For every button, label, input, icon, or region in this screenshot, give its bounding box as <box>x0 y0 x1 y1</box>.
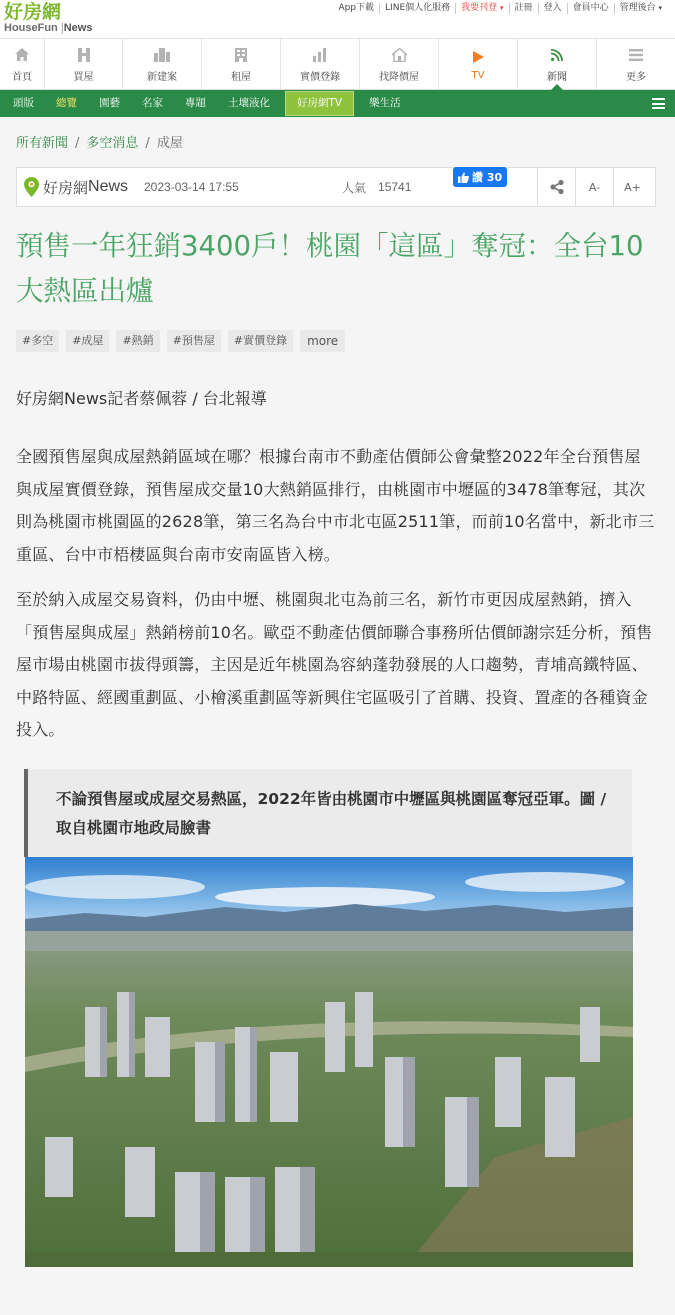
aerial-city-photo <box>25 857 633 1267</box>
housefun-logo[interactable] <box>4 3 92 34</box>
nav-price-drop[interactable] <box>360 39 439 89</box>
article-author: 好房網News記者蔡佩蓉 / 台北報導 <box>16 389 267 408</box>
nav-tv-label: TV <box>471 69 485 81</box>
article-content <box>0 132 675 1267</box>
views-number: 15741 <box>378 180 412 194</box>
nav-rent-label: 租屋 <box>231 71 251 83</box>
subnav-gardening[interactable]: 園藝 <box>99 97 120 109</box>
breadcrumb-sep: / <box>75 136 80 151</box>
app-download-link[interactable]: App下載 <box>338 3 375 13</box>
nav-news-label: 新聞 <box>547 71 567 83</box>
menu-icon <box>627 46 645 64</box>
hamburger-menu-icon[interactable] <box>652 98 665 109</box>
nav-home-label: 首頁 <box>12 71 32 83</box>
breadcrumb-all-news[interactable]: 所有新聞 <box>16 136 69 151</box>
tag-bull-bear[interactable]: #多空 <box>16 330 59 352</box>
article-paragraph: 至於納入成屋交易資料，仍由中壢、桃園與北屯為前三名，新竹市更因成屋熱銷，擠入「預售屋與成屋」熱銷榜前10名。歐亞不動產估價師聯合事務所估價師謝宗廷分析，預售屋市場由桃園市拔得頭籌，主因是近年桃園為容納蓬勃發展的人口趨勢，青埔高鐵特區、中路特區、經國重劃區、小檜溪重劃區等新興住宅區吸引了首購、投資、置產的各種資金投入。 <box>16 590 653 739</box>
breadcrumb-sep: / <box>145 136 150 151</box>
house-icon <box>390 46 408 64</box>
thumbs-up-icon <box>458 172 469 183</box>
tag-existing-house[interactable]: #成屋 <box>66 330 109 352</box>
main-nav <box>0 38 675 90</box>
facebook-like-box <box>453 168 537 206</box>
nav-home[interactable] <box>0 39 45 89</box>
nav-new-projects[interactable] <box>123 39 202 89</box>
post-listing-dropdown[interactable] <box>455 3 508 14</box>
font-decrease-button[interactable]: A- <box>575 168 613 206</box>
breadcrumb-existing-house[interactable]: 成屋 <box>156 136 183 151</box>
nav-price-drop-label: 找降價屋 <box>379 71 419 83</box>
image-caption: 不論預售屋或成屋交易熱區，2022年皆由桃園市中壢區與桃園區奪冠亞軍。圖 / 取自桃園市地政局臉書 <box>24 769 632 857</box>
nav-buy[interactable] <box>45 39 123 89</box>
views-label: 人氣 <box>342 180 367 195</box>
font-increase-button[interactable]: A+ <box>613 168 651 206</box>
line-service-link[interactable]: LINE個人化服務 <box>379 3 455 14</box>
publish-date: 2023-03-14 17:55 <box>144 180 239 194</box>
home-icon <box>13 46 31 64</box>
top-links <box>333 3 667 14</box>
nav-new-projects-label: 新建案 <box>147 71 177 83</box>
view-count <box>342 168 453 206</box>
article-title: 預售一年狂銷3400戶！桃園「這區」奪冠：全台10大熱區出爐 <box>16 230 644 307</box>
like-count: 30 <box>486 170 503 184</box>
breadcrumb <box>16 132 656 150</box>
city-icon <box>153 46 171 64</box>
subnav-experts[interactable]: 名家 <box>142 97 163 109</box>
tag-presale[interactable]: #預售屋 <box>167 330 221 352</box>
building-h-icon <box>75 46 93 64</box>
logo-chinese: 好房網 <box>4 1 62 23</box>
chevron-down-icon: ▾ <box>500 4 504 12</box>
subnav-overview[interactable]: 總覽 <box>56 97 77 109</box>
logo-separator: | <box>60 22 64 34</box>
article-info-bar <box>16 167 656 207</box>
tag-hot-sale[interactable]: #熱銷 <box>116 330 159 352</box>
register-link[interactable]: 註冊 <box>509 3 538 14</box>
nav-price-register-label: 實價登錄 <box>300 71 340 83</box>
subnav-housefun-tv[interactable]: 好房網TV <box>285 91 354 116</box>
logo-news-text: News <box>63 22 93 34</box>
subnav-lifestyle[interactable]: 樂生活 <box>369 97 401 109</box>
subnav-soil-liquefaction[interactable]: 土壤液化 <box>228 97 270 109</box>
nav-more[interactable] <box>597 39 675 89</box>
nav-buy-label: 買屋 <box>73 71 94 83</box>
post-listing-label: 我要刊登 <box>461 3 498 13</box>
logo-housefun-text: HouseFun <box>4 22 58 34</box>
nav-news[interactable] <box>518 39 597 89</box>
play-icon <box>469 48 487 66</box>
member-center-link[interactable]: 會員中心 <box>567 3 614 14</box>
map-pin-logo-icon <box>24 177 39 197</box>
tag-price-register[interactable]: #實價登錄 <box>228 330 293 352</box>
nav-tv[interactable] <box>439 39 518 89</box>
facebook-like-button[interactable] <box>453 167 507 187</box>
chevron-down-icon: ▾ <box>658 4 662 12</box>
bar-chart-icon <box>311 46 329 64</box>
tag-list <box>16 330 656 352</box>
nav-rent[interactable] <box>202 39 281 89</box>
admin-label: 管理後台 <box>619 3 656 13</box>
tags-more-button[interactable]: more <box>300 330 345 352</box>
nav-price-register[interactable] <box>281 39 360 89</box>
breadcrumb-bull-bear[interactable]: 多空消息 <box>86 136 139 151</box>
logo-english <box>4 22 92 34</box>
article-paragraph: 全國預售屋與成屋熱銷區域在哪？根據台南市不動產估價師公會彙整2022年全台預售屋與成屋實價登錄，預售屋成交量10大熱銷區排行，由桃園市中壢區的3478筆奪冠，其次則為桃園市桃園區的2628筆，第三名為台中市北屯區2511筆，而前10名當中，新北市三重區、台中市梧棲區與台南市安南區皆入榜。 <box>16 447 655 564</box>
admin-dropdown[interactable] <box>614 3 667 14</box>
like-label: 讚 <box>472 171 483 184</box>
sub-nav <box>0 90 675 117</box>
news-brand[interactable] <box>17 168 144 206</box>
rss-icon <box>548 46 566 64</box>
nav-more-label: 更多 <box>626 71 646 83</box>
share-button[interactable] <box>537 168 575 206</box>
subnav-features[interactable]: 專題 <box>185 97 206 109</box>
login-link[interactable]: 登入 <box>538 3 567 14</box>
brand-en: News <box>88 178 129 195</box>
office-icon <box>232 46 250 64</box>
subnav-front-page[interactable]: 頭版 <box>13 97 34 109</box>
brand-cn: 好房網 <box>43 178 89 197</box>
share-icon <box>549 179 565 195</box>
top-bar <box>0 0 675 38</box>
